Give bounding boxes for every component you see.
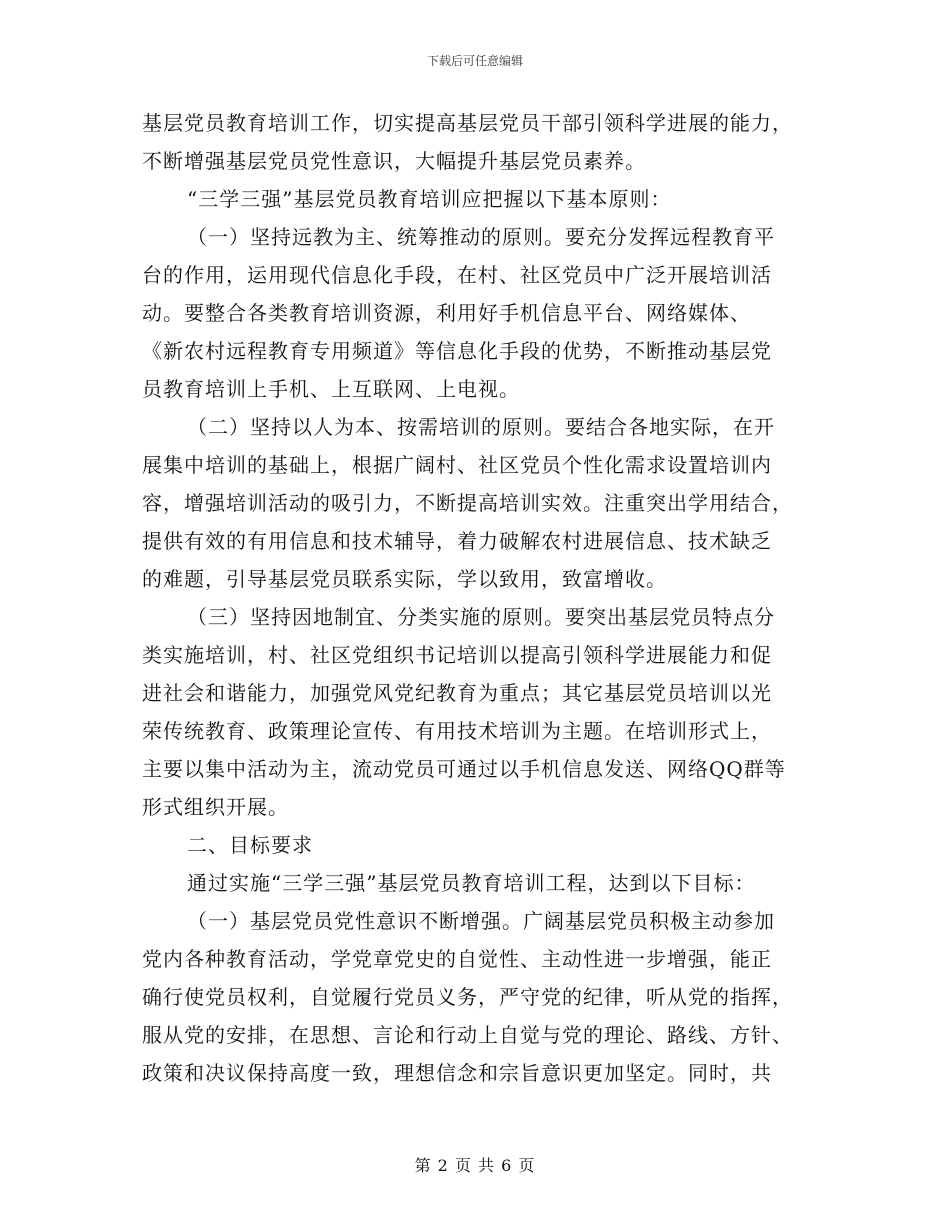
text-line: 二、目标要求 — [187, 833, 313, 857]
header-note: 下载后可任意编辑 — [426, 54, 523, 68]
text-line: 类实施培训，村、社区党组织书记培训以提高引领科学进展能力和促 — [142, 643, 772, 667]
text-line: 主要以集中活动为主，流动党员可通过以手机信息发送、网络QQ群等 — [142, 757, 786, 781]
text-line: 员教育培训上手机、上互联网、上电视。 — [142, 377, 520, 401]
text-line: 基层党员教育培训工作，切实提高基层党员干部引领科学进展的能力， — [142, 111, 793, 135]
page-footer: 第 2 页 共 6 页 — [414, 1156, 536, 1175]
text-line: 台的作用，运用现代信息化手段，在村、社区党员中广泛开展培训活 — [142, 263, 772, 287]
text-line: 形式组织开展。 — [142, 795, 289, 819]
text-line: （二）坚持以人为本、按需培训的原则。要结合各地实际，在开 — [187, 415, 775, 439]
text-line: 容，增强培训活动的吸引力，不断提高培训实效。注重突出学用结合， — [142, 491, 793, 515]
text-line: 提供有效的有用信息和技术辅导，着力破解农村进展信息、技术缺乏 — [142, 529, 772, 553]
text-line: 党内各种教育活动，学党章党史的自觉性、主动性进一步增强，能正 — [142, 947, 772, 971]
document-body — [142, 104, 812, 1092]
text-line: 政策和决议保持高度一致，理想信念和宗旨意识更加坚定。同时，共 — [142, 1061, 772, 1085]
text-line: 通过实施“三学三强”基层党员教育培训工程，达到以下目标： — [187, 871, 756, 895]
text-line: 服从党的安排，在思想、言论和行动上自觉与党的理论、路线、方针、 — [142, 1023, 793, 1047]
text-line: 进社会和谐能力，加强党风党纪教育为重点；其它基层党员培训以光 — [142, 681, 772, 705]
text-line: 确行使党员权利，自觉履行党员义务，严守党的纪律，听从党的指挥， — [142, 985, 793, 1009]
text-line: 动。要整合各类教育培训资源，利用好手机信息平台、网络媒体、 — [142, 301, 751, 325]
text-line: （一）坚持远教为主、统筹推动的原则。要充分发挥远程教育平 — [187, 225, 775, 249]
text-line: “三学三强”基层党员教育培训应把握以下基本原则： — [187, 187, 672, 211]
text-line: （三）坚持因地制宜、分类实施的原则。要突出基层党员特点分 — [187, 605, 775, 629]
text-line: 的难题，引导基层党员联系实际，学以致用，致富增收。 — [142, 567, 667, 591]
text-line: 《新农村远程教育专用频道》等信息化手段的优势，不断推动基层党 — [142, 339, 772, 363]
text-line: 不断增强基层党员党性意识，大幅提升基层党员素养。 — [142, 149, 646, 173]
text-line: 荣传统教育、政策理论宣传、有用技术培训为主题。在培训形式上， — [142, 719, 772, 743]
text-line: 展集中培训的基础上，根据广阔村、社区党员个性化需求设置培训内 — [142, 453, 772, 477]
text-line: （一）基层党员党性意识不断增强。广阔基层党员积极主动参加 — [187, 909, 775, 933]
